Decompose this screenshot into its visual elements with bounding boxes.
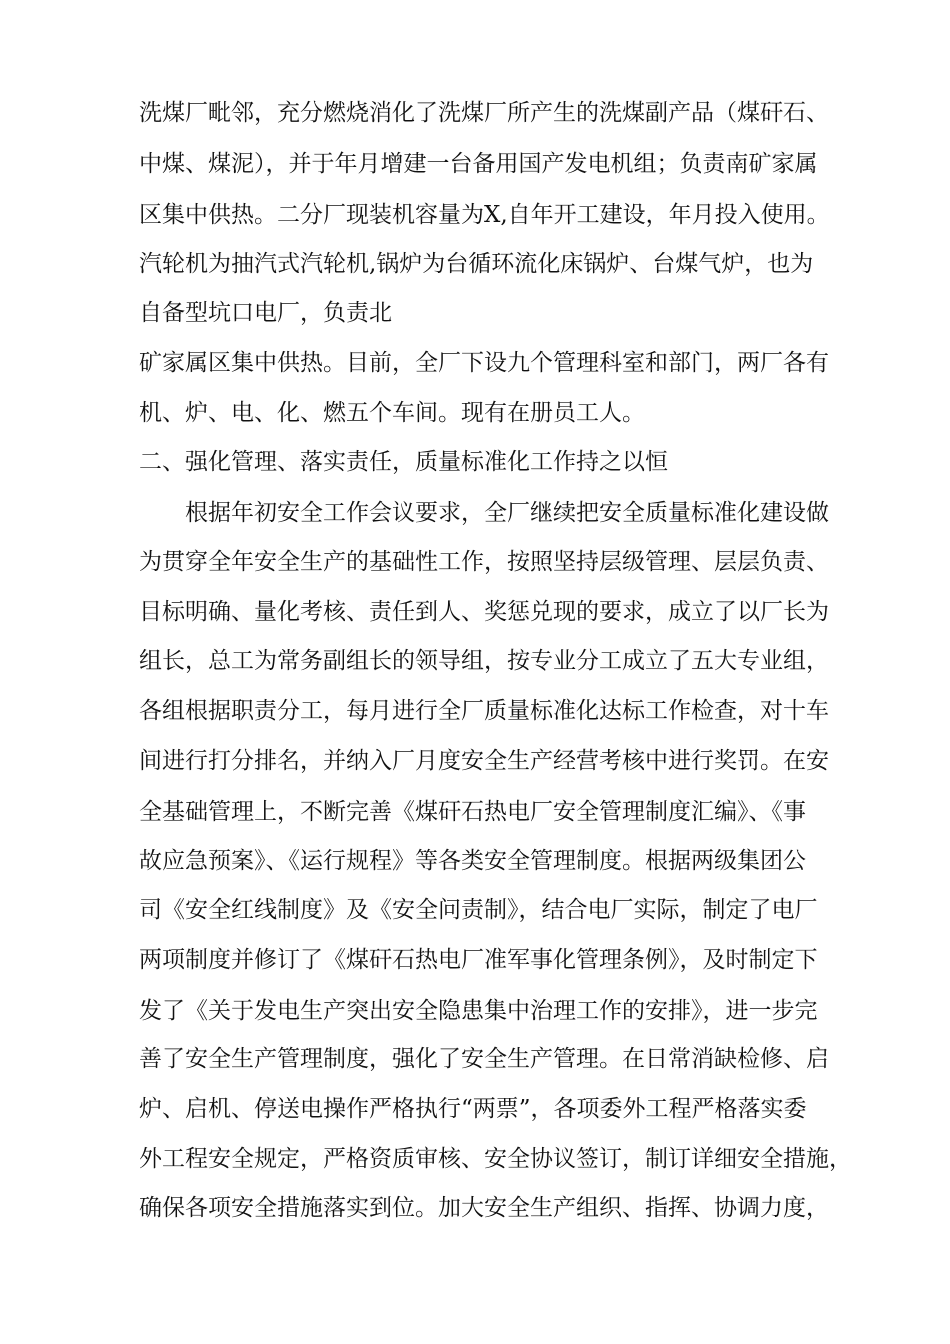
text-line: 外工程安全规定，严格资质审核、安全协议签订，制订详细安全措施，	[139, 1146, 852, 1172]
section-heading: 二、强化管理、落实责任，质量标准化工作持之以恒	[139, 449, 668, 475]
text-line: 区集中供热。二分厂现装机容量为X,自年开工建设，年月投入使用。	[139, 202, 830, 228]
text-line: 自备型坑口电厂，负责北	[139, 300, 392, 326]
text-line: 善了安全生产管理制度，强化了安全生产管理。在日常消缺检修、启	[139, 1046, 829, 1072]
text-line: 全基础管理上，不断完善《煤矸石热电厂安全管理制度汇编》、《事	[139, 799, 806, 825]
text-line: 司《安全红线制度》及《安全问责制》，结合电厂实际，制定了电厂	[139, 897, 818, 923]
text-line: 组长，总工为常务副组长的领导组，按专业分工成立了五大专业组，	[139, 648, 829, 674]
text-line: 洗煤厂毗邻，充分燃烧消化了洗煤厂所产生的洗煤副产品（煤矸石、	[139, 100, 829, 126]
text-line: 为贯穿全年安全生产的基础性工作，按照坚持层级管理、层层负责、	[139, 549, 829, 575]
text-line: 故应急预案》、《运行规程》等各类安全管理制度。根据两级集团公	[139, 848, 806, 874]
paragraph-first-line: 根据年初安全工作会议要求，全厂继续把安全质量标准化建设做	[185, 500, 829, 526]
text-line: 目标明确、量化考核、责任到人、奖惩兑现的要求，成立了以厂长为	[139, 599, 829, 625]
text-line: 机、炉、电、化、燃五个车间。现有在册员工人。	[139, 400, 645, 426]
text-line: 发了《关于发电生产突出安全隐患集中治理工作的安排》，进一步完	[139, 998, 818, 1024]
text-line: 确保各项安全措施落实到位。加大安全生产组织、指挥、协调力度，	[139, 1195, 829, 1221]
text-line: 两项制度并修订了《煤矸石热电厂准军事化管理条例》，及时制定下	[139, 947, 818, 973]
text-line: 炉、启机、停送电操作严格执行“两票”，各项委外工程严格落实委	[139, 1096, 807, 1122]
text-line: 汽轮机为抽汽式汽轮机,锅炉为台循环流化床锅炉、台煤气炉，也为	[139, 251, 814, 277]
text-line: 中煤、煤泥），并于年月增建一台备用国产发电机组；负责南矿家属	[139, 151, 818, 177]
text-line: 间进行打分排名，并纳入厂月度安全生产经营考核中进行奖罚。在安	[139, 748, 829, 774]
text-line: 矿家属区集中供热。目前，全厂下设九个管理科室和部门，两厂各有	[139, 350, 829, 376]
text-line: 各组根据职责分工，每月进行全厂质量标准化达标工作检查，对十车	[139, 698, 829, 724]
